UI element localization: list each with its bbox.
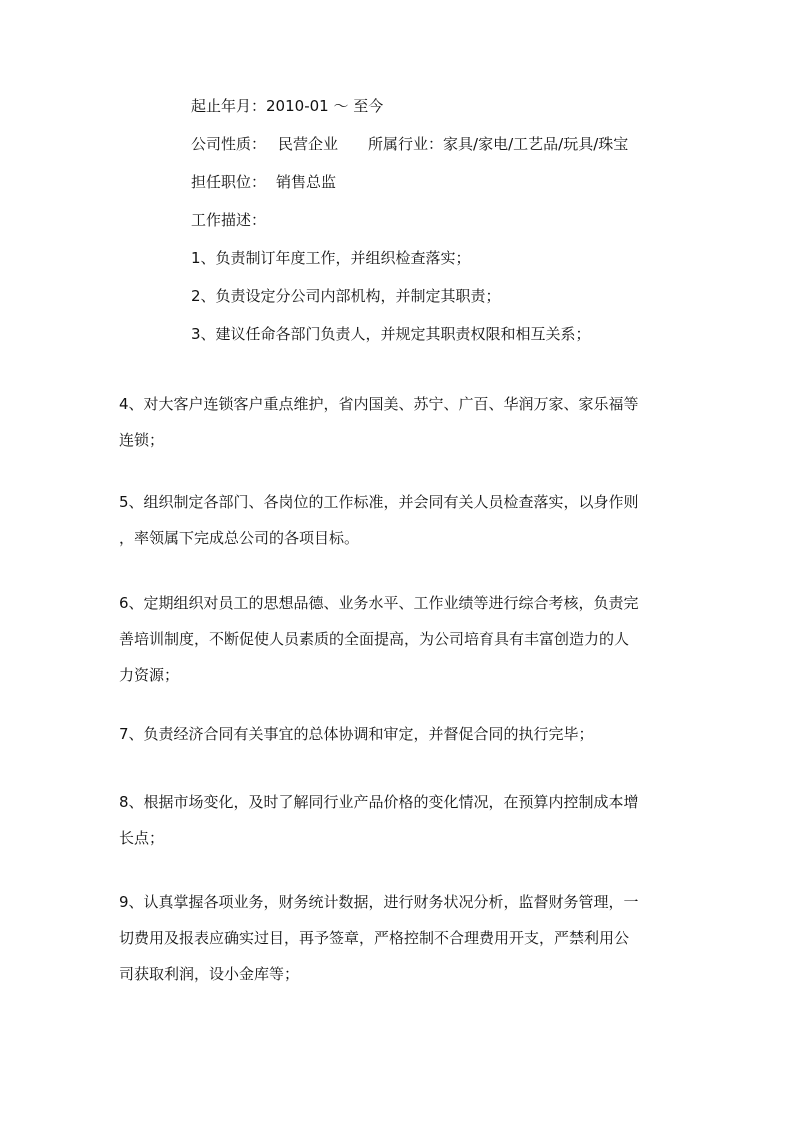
paragraph-line: 善培训制度，不断促使人员素质的全面提高，为公司培育具有丰富创造力的人 [119, 630, 630, 648]
paragraph-line: 7、负责经济合同有关事宜的总体协调和审定，并督促合同的执行完毕； [119, 725, 594, 743]
duty-paragraph-6 [119, 585, 679, 693]
company-type-value: 民营企业 [278, 135, 339, 153]
paragraph-line: ，率领属下完成总公司的各项目标。 [119, 529, 360, 547]
paragraph-line: 6、定期组织对员工的思想品德、业务水平、工作业绩等进行综合考核，负责完 [119, 594, 639, 612]
industry-label: 所属行业： [368, 135, 444, 153]
paragraph-line: 司获取利润，设小金库等； [119, 965, 300, 983]
industry-value: 家具/家电/工艺品/玩具/珠宝 [443, 135, 629, 153]
position-value: 销售总监 [276, 173, 337, 191]
duty-paragraph-8 [119, 784, 679, 856]
duty-paragraph-7 [119, 716, 679, 752]
duty-item-3: 3、建议任命各部门负责人，并规定其职责权限和相互关系； [191, 325, 591, 343]
paragraph-line: 长点； [119, 829, 165, 847]
duty-paragraph-9 [119, 884, 679, 992]
position-row [191, 172, 336, 192]
duty-item-2: 2、负责设定分公司内部机构，并制定其职责； [191, 287, 501, 305]
paragraph-line: 切费用及报表应确实过目，再予签章，严格控制不合理费用开支，严禁利用公 [119, 929, 630, 947]
period-value: 2010-01 ～ 至今 [266, 97, 384, 115]
paragraph-line: 4、对大客户连锁客户重点维护，省内国美、苏宁、广百、华润万家、家乐福等 [119, 395, 639, 413]
duty-item-1: 1、负责制订年度工作，并组织检查落实； [191, 249, 471, 267]
description-label: 工作描述： [191, 211, 267, 229]
paragraph-line: 5、组织制定各部门、各岗位的工作标准，并会同有关人员检查落实，以身作则 [119, 493, 639, 511]
paragraph-line: 力资源； [119, 666, 180, 684]
duty-paragraph-5 [119, 484, 679, 556]
company-row [191, 134, 628, 154]
period-row [191, 96, 383, 116]
paragraph-line: 8、根据市场变化，及时了解同行业产品价格的变化情况，在预算内控制成本增 [119, 793, 639, 811]
company-type-label: 公司性质： [191, 135, 267, 153]
paragraph-line: 9、认真掌握各项业务，财务统计数据，进行财务状况分析，监督财务管理，一 [119, 893, 639, 911]
duty-paragraph-4 [119, 386, 679, 458]
paragraph-line: 连锁； [119, 431, 165, 449]
period-label: 起止年月： [191, 97, 267, 115]
position-label: 担任职位： [191, 173, 267, 191]
